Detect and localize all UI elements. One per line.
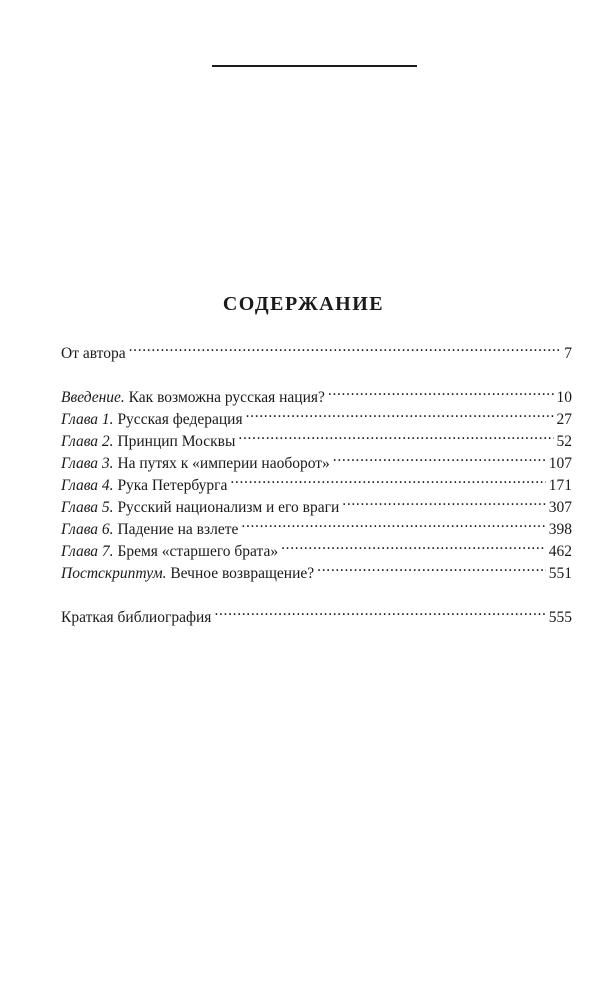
toc-entry-label: Глава 7. Бремя «старшего брата» [61,543,279,560]
toc-entry-label: Краткая библиография [61,609,212,626]
toc-entry-label: Введение. Как возможна русская нация? [61,389,325,406]
toc-entry-page: 10 [556,389,572,406]
dot-leader [342,490,545,512]
dot-leader [241,512,545,534]
table-of-contents [61,336,572,626]
toc-entry-page: 555 [548,609,572,626]
dot-leader [214,600,545,622]
toc-entry-label: Глава 3. На путях к «империи наоборот» [61,455,330,472]
dot-leader [328,380,554,402]
toc-entry-page: 171 [548,477,572,494]
toc-spacer [61,358,572,380]
dot-leader [238,424,553,446]
toc-entry-introduction [61,380,572,406]
dot-leader [317,556,546,578]
toc-entry-author-note [61,336,572,362]
toc-entry-label: Глава 1. Русская федерация [61,411,243,428]
toc-entry-label: Глава 2. Принцип Москвы [61,433,236,450]
toc-entry-page: 551 [548,565,572,582]
toc-entry-page: 27 [556,411,572,428]
toc-entry-page: 398 [548,521,572,538]
top-horizontal-rule [212,65,417,67]
toc-entry-label: Глава 4. Рука Петербурга [61,477,228,494]
dot-leader [230,468,545,490]
toc-entry-page: 307 [548,499,572,516]
dot-leader [281,534,546,556]
toc-entry-bibliography [61,600,572,626]
toc-entry-page: 107 [548,455,572,472]
toc-entry-label: Глава 6. Падение на взлете [61,521,239,538]
toc-entry-page: 52 [556,433,572,450]
toc-entry-page: 7 [564,345,572,362]
dot-leader [333,446,546,468]
dot-leader [129,336,562,358]
toc-entry-label: От автора [61,345,126,362]
dot-leader [246,402,554,424]
toc-entry-label: Глава 5. Русский национализм и его враги [61,499,340,516]
toc-entry-label: Постскриптум. Вечное возвращение? [61,565,315,582]
toc-entry-page: 462 [548,543,572,560]
toc-title: СОДЕРЖАНИЕ [222,293,385,315]
